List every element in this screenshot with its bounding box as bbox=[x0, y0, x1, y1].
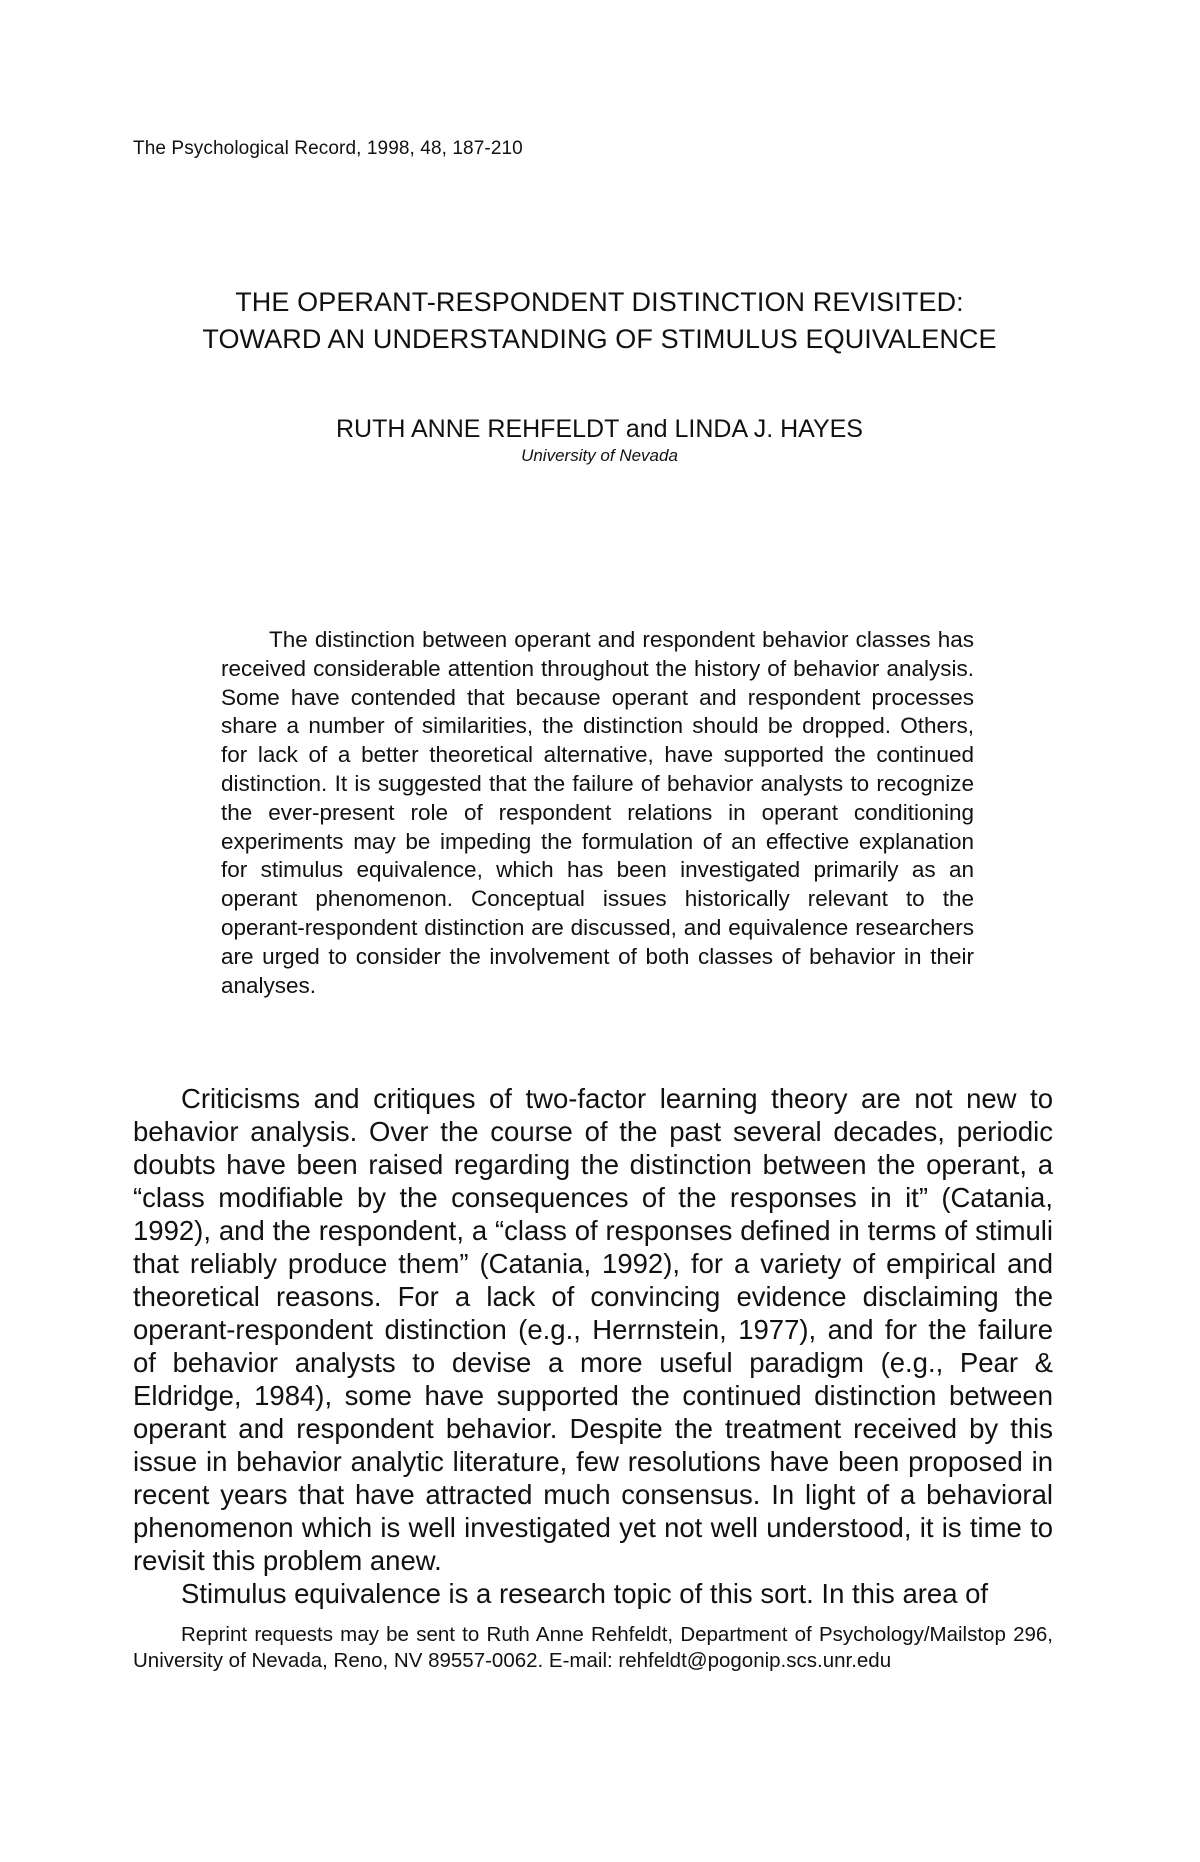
article-title bbox=[133, 284, 1066, 358]
body-text bbox=[133, 1082, 1053, 1610]
author-names: RUTH ANNE REHFELDT and LINDA J. HAYES bbox=[335, 415, 863, 443]
body-paragraph-2: Stimulus equivalence is a research topic of this sort. In this area of bbox=[181, 1578, 989, 1609]
author-affiliation: University of Nevada bbox=[521, 446, 678, 465]
body-paragraph-1: Criticisms and critiques of two-factor learning theory are not new to behavior analysis. Over the course of the past several decades, periodic doubts have been raised regarding the distinction between the operant, a “class modifiable by the consequences of the responses in it” (Catania, 1992), and the respondent, a “class of responses defined in terms of stimuli that reliably produce them” (Catania, 1992), for a variety of empirical and theoretical reasons. For a lack of convincing evidence disclaiming the operant-respondent distinction (e.g., Herrnstein, 1977), and for the failure of behavior analysts to devise a more useful paradigm (e.g., Pear & Eldridge, 1984), some have supported the continued distinction between operant and respondent behavior. Despite the treatment received by this issue in behavior analytic literature, few resolutions have been proposed in recent years that have attracted much consensus. In light of a behavioral phenomenon which is well investigated yet not well understood, it is time to revisit this problem anew. bbox=[133, 1083, 1053, 1576]
abstract: The distinction between operant and respondent behavior classes has received considerable attention throughout the history of behavior analysis. Some have contended that because operant and respondent processes share a number of similarities, the distinction should be dropped. Others, for lack of a better theoretical alternative, have supported the continued distinction. It is suggested that the failure of behavior analysts to recognize the ever-present role of respondent relations in operant conditioning experiments may be impeding the formulation of an effective explanation for stimulus equivalence, which has been investigated primarily as an operant phenomenon. Conceptual issues historically relevant to the operant-respondent distinction are discussed, and equivalence researchers are urged to consider the involvement of both classes of behavior in their analyses. bbox=[221, 627, 974, 998]
title-line-1: THE OPERANT-RESPONDENT DISTINCTION REVISITED: bbox=[235, 287, 964, 317]
title-line-2: TOWARD AN UNDERSTANDING OF STIMULUS EQUIVALENCE bbox=[202, 324, 997, 354]
running-head: The Psychological Record, 1998, 48, 187-210 bbox=[133, 138, 523, 159]
footnote: Reprint requests may be sent to Ruth Anne Rehfeldt, Department of Psychology/Mailstop 296, University of Nevada, Reno, NV 89557-0062. E-mail: rehfeldt@pogonip.scs.unr.edu bbox=[133, 1623, 1053, 1672]
